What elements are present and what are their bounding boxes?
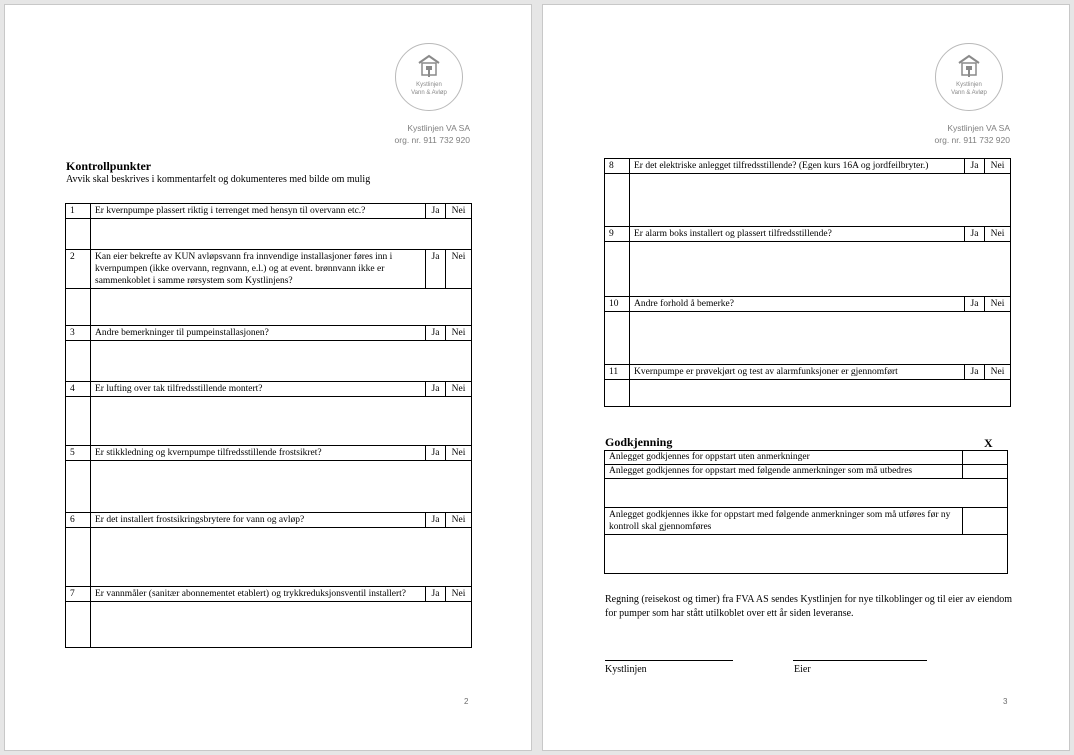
table-row [605,451,1008,465]
table-row [66,204,472,219]
item-question: Er stikkledning og kvernpumpe tilfredsstillende frostsikret? [91,446,426,461]
item-question: Kvernpumpe er prøvekjørt og test av alarmfunksjoner er gjennomført [630,365,965,380]
yes-cell[interactable]: Ja [426,326,446,341]
comment-field[interactable] [91,602,472,648]
yes-cell[interactable]: Ja [426,250,446,289]
item-question: Er det elektriske anlegget tilfredsstillende? (Egen kurs 16A og jordfeilbryter.) [630,159,965,174]
item-number: 9 [605,227,630,242]
item-number: 10 [605,297,630,312]
approval-option: Anlegget godkjennes ikke for oppstart med følgende anmerkninger som må utføres før ny kontroll skal gjennomføres [605,508,963,535]
item-question: Er alarm boks installert og plassert tilfredsstillende? [630,227,965,242]
company-info [850,122,1010,146]
table-row [66,382,472,397]
comment-row [66,602,472,648]
yes-cell[interactable]: Ja [965,227,985,242]
comment-field[interactable] [605,479,1008,508]
company-name: Kystlinjen VA SA [947,123,1010,133]
comment-row [605,174,1011,227]
comment-field[interactable] [630,312,1011,365]
item-number: 7 [66,587,91,602]
table-row [605,508,1008,535]
comment-field[interactable] [91,397,472,446]
no-cell[interactable]: Nei [985,227,1011,242]
comment-row [66,528,472,587]
comment-field[interactable] [91,528,472,587]
comment-row [66,341,472,382]
item-question: Andre bemerkninger til pumpeinstallasjonen? [91,326,426,341]
signature-label-left: Kystlinjen [605,664,647,675]
yes-cell[interactable]: Ja [426,204,446,219]
comment-row [66,289,472,326]
page-number: 3 [1003,697,1008,706]
item-number: 3 [66,326,91,341]
approval-check-cell[interactable] [963,508,1008,535]
section-subtitle: Avvik skal beskrives i kommentarfelt og dokumenteres med bilde om mulig [66,174,371,185]
item-number: 1 [66,204,91,219]
document-page-3 [543,5,1069,750]
checklist-table-page3 [604,158,1011,407]
company-info [310,122,470,146]
table-row [605,227,1011,242]
approval-table [604,450,1008,574]
comment-field[interactable] [91,461,472,513]
comment-row [66,397,472,446]
comment-row [605,312,1011,365]
section-title: Kontrollpunkter [66,159,152,173]
no-cell[interactable]: Nei [446,382,472,397]
house-icon [417,53,441,79]
no-cell[interactable]: Nei [985,159,1011,174]
table-row [605,159,1011,174]
comment-row [605,535,1008,574]
no-cell[interactable]: Nei [446,446,472,461]
company-logo [395,43,463,111]
comment-field[interactable] [91,219,472,250]
house-icon [957,53,981,79]
yes-cell[interactable]: Ja [426,382,446,397]
no-cell[interactable]: Nei [446,587,472,602]
approval-mark-header: X [984,436,993,450]
approval-check-cell[interactable] [963,451,1008,465]
logo-text-tagline: Vann & Avløp [951,90,987,96]
comment-row [605,380,1011,407]
item-question: Kan eier bekrefte av KUN avløpsvann fra innvendige installasjoner føres inn i kvernpumpen (ikke overvann, regnvann, e.l.) og at event. brønnvann ikke er sammenkoblet i samme rørsystem som Kystlinjens? [91,250,426,289]
no-cell[interactable]: Nei [985,297,1011,312]
comment-field[interactable] [91,341,472,382]
comment-row [605,479,1008,508]
no-cell[interactable]: Nei [446,326,472,341]
comment-field[interactable] [630,380,1011,407]
item-question: Er lufting over tak tilfredsstillende montert? [91,382,426,397]
approval-title: Godkjenning [605,435,673,449]
table-row [605,465,1008,479]
yes-cell[interactable]: Ja [965,365,985,380]
table-row [66,587,472,602]
comment-field[interactable] [630,242,1011,297]
yes-cell[interactable]: Ja [426,446,446,461]
signature-line-right[interactable] [793,660,927,661]
comment-field[interactable] [605,535,1008,574]
item-number: 11 [605,365,630,380]
billing-note: Regning (reisekost og timer) fra FVA AS sendes Kystlinjen for nye tilkoblinger og til eier av eiendom for pumper som har stått utilkoblet over ett år siden leveranse. [605,594,1012,619]
no-cell[interactable]: Nei [446,204,472,219]
checklist-table-page2 [65,203,472,648]
org-number: org. nr. 911 732 920 [934,135,1010,145]
comment-row [605,242,1011,297]
logo-text-tagline: Vann & Avløp [411,90,447,96]
no-cell[interactable]: Nei [446,513,472,528]
no-cell[interactable]: Nei [446,250,472,289]
comment-row [66,219,472,250]
table-row [66,326,472,341]
comment-field[interactable] [630,174,1011,227]
item-question: Er det installert frostsikringsbrytere for vann og avløp? [91,513,426,528]
approval-option: Anlegget godkjennes for oppstart uten anmerkninger [605,451,963,465]
logo-text-name: Kystlinjen [956,82,982,88]
table-row [605,365,1011,380]
signature-label-right: Eier [794,664,811,675]
table-row [605,297,1011,312]
page-number: 2 [464,697,469,706]
no-cell[interactable]: Nei [985,365,1011,380]
item-number: 4 [66,382,91,397]
signature-line-left[interactable] [605,660,733,661]
yes-cell[interactable]: Ja [965,297,985,312]
yes-cell[interactable]: Ja [965,159,985,174]
yes-cell[interactable]: Ja [426,513,446,528]
item-question: Er vannmåler (sanitær abonnementet etablert) og trykkreduksjonsventil installert? [91,587,426,602]
item-number: 6 [66,513,91,528]
approval-option: Anlegget godkjennes for oppstart med følgende anmerkninger som må utbedres [605,465,963,479]
company-name: Kystlinjen VA SA [407,123,470,133]
comment-field[interactable] [91,289,472,326]
comment-row [66,461,472,513]
logo-text-name: Kystlinjen [416,82,442,88]
approval-check-cell[interactable] [963,465,1008,479]
org-number: org. nr. 911 732 920 [394,135,470,145]
item-question: Er kvernpumpe plassert riktig i terrenget med hensyn til overvann etc.? [91,204,426,219]
item-number: 5 [66,446,91,461]
table-row [66,446,472,461]
item-question: Andre forhold å bemerke? [630,297,965,312]
table-row [66,513,472,528]
item-number: 2 [66,250,91,289]
table-row [66,250,472,289]
item-number: 8 [605,159,630,174]
company-logo [935,43,1003,111]
document-page-2 [5,5,531,750]
yes-cell[interactable]: Ja [426,587,446,602]
